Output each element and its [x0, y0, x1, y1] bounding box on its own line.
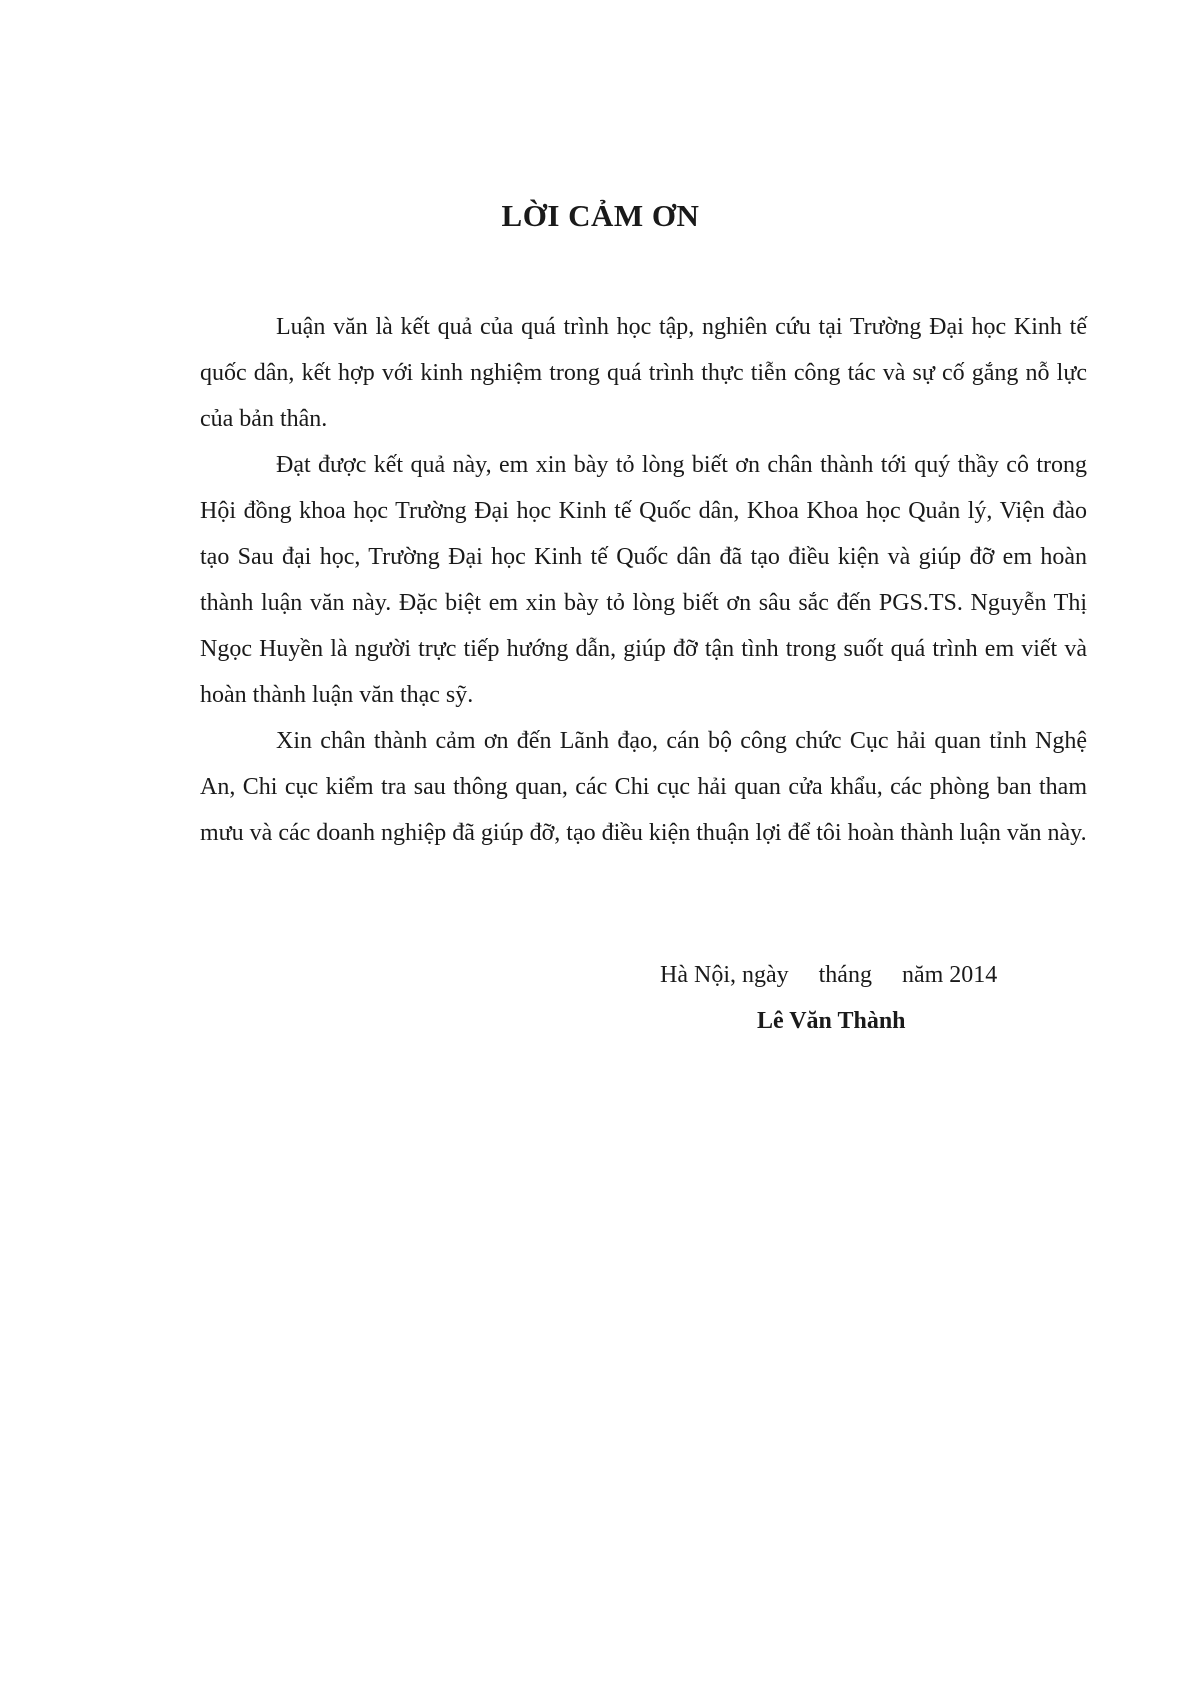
page-title: LỜI CẢM ƠN — [501, 198, 700, 233]
body-text — [200, 304, 1087, 856]
signature-block — [660, 952, 1060, 1044]
author-name: Lê Văn Thành — [757, 1008, 906, 1034]
paragraph: Luận văn là kết quả của quá trình học tập, nghiên cứu tại Trường Đại học Kinh tế quốc dân, kết hợp với kinh nghiệm trong quá trình thực tiễn công tác và sự cố gắng nỗ lực của bản thân. — [200, 314, 1087, 432]
paragraph: Xin chân thành cảm ơn đến Lãnh đạo, cán bộ công chức Cục hải quan tỉnh Nghệ An, Chi cục kiểm tra sau thông quan, các Chi cục hải quan cửa khẩu, các phòng ban tham mưu và các doanh nghiệp đã giúp đỡ, tạo điều kiện thuận lợi để tôi hoàn thành luận văn này. — [200, 728, 1087, 846]
place-date: Hà Nội, ngày tháng năm 2014 — [660, 962, 998, 988]
paragraph: Đạt được kết quả này, em xin bày tỏ lòng biết ơn chân thành tới quý thầy cô trong Hội đồng khoa học Trường Đại học Kinh tế Quốc dân, Khoa Khoa học Quản lý, Viện đào tạo Sau đại học, Trường Đại học Kinh tế Quốc dân đã tạo điều kiện và giúp đỡ em hoàn thành luận văn này. Đặc biệt em xin bày tỏ lòng biết ơn sâu sắc đến PGS.TS. Nguyễn Thị Ngọc Huyền là người trực tiếp hướng dẫn, giúp đỡ tận tình trong suốt quá trình em viết và hoàn thành luận văn thạc sỹ. — [200, 452, 1087, 708]
